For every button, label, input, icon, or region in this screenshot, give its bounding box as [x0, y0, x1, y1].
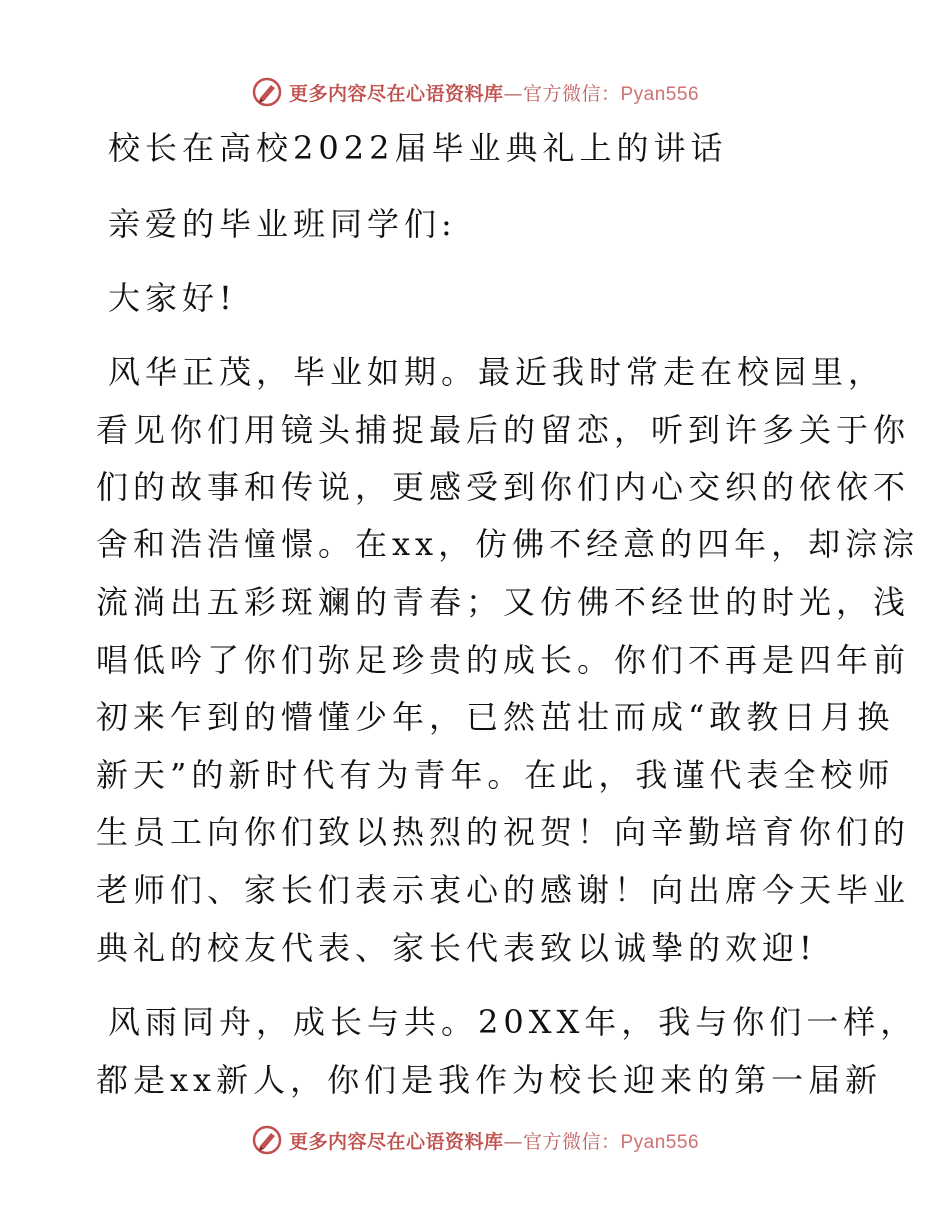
watermark-main-text: 更多内容尽在心语资料库 — [288, 82, 504, 105]
paragraph-line: 风华正茂，毕业如期。最近我时常走在校园里， — [108, 353, 886, 391]
paragraph-line: 看见你们用镜头捕捉最后的留恋，听到许多关于你 — [96, 411, 911, 449]
greeting: 大家好! — [108, 279, 237, 317]
salutation: 亲爱的毕业班同学们: — [108, 205, 457, 243]
document-title: 校长在高校2022届毕业典礼上的讲话 — [108, 129, 728, 167]
paragraph-line: 生员工向你们致以热烈的祝贺！向辛勤培育你们的 — [96, 813, 911, 851]
footer-watermark — [0, 1120, 950, 1160]
paragraph-line: 舍和浩浩憧憬。在xx，仿佛不经意的四年，却淙淙 — [96, 525, 920, 563]
paragraph-line: 流淌出五彩斑斓的青春；又仿佛不经世的时光，浅 — [96, 583, 911, 621]
paragraph-line: 们的故事和传说，更感受到你们内心交织的依依不 — [96, 468, 911, 506]
paragraph-line: 典礼的校友代表、家长代表致以诚挚的欢迎! — [96, 929, 817, 967]
watermark-wechat-label: 官方微信： — [522, 1130, 621, 1153]
watermark-main-text: 更多内容尽在心语资料库 — [288, 1130, 504, 1153]
pen-logo-icon — [251, 1124, 283, 1156]
watermark-separator: — — [503, 82, 523, 105]
paragraph-line: 新天”的新时代有为青年。在此，我谨代表全校师 — [96, 756, 895, 794]
watermark-separator: — — [503, 1130, 523, 1153]
paragraph-line: 都是xx新人，你们是我作为校长迎来的第一届新 — [96, 1061, 883, 1099]
paragraph-line: 风雨同舟，成长与共。20XX年，我与你们一样， — [108, 1003, 918, 1041]
header-watermark — [0, 72, 950, 112]
paragraph-line: 初来乍到的懵懂少年，已然茁壮而成“敢教日月换 — [96, 698, 895, 736]
paragraph-line: 唱低吟了你们弥足珍贵的成长。你们不再是四年前 — [96, 641, 911, 679]
paragraph-line: 老师们、家长们表示衷心的感谢！向出席今天毕业 — [96, 871, 911, 909]
watermark-wechat-id: Pyan556 — [620, 1131, 700, 1153]
watermark-wechat-id: Pyan556 — [620, 83, 700, 105]
pen-logo-icon — [251, 76, 283, 108]
watermark-wechat-label: 官方微信： — [522, 82, 621, 105]
